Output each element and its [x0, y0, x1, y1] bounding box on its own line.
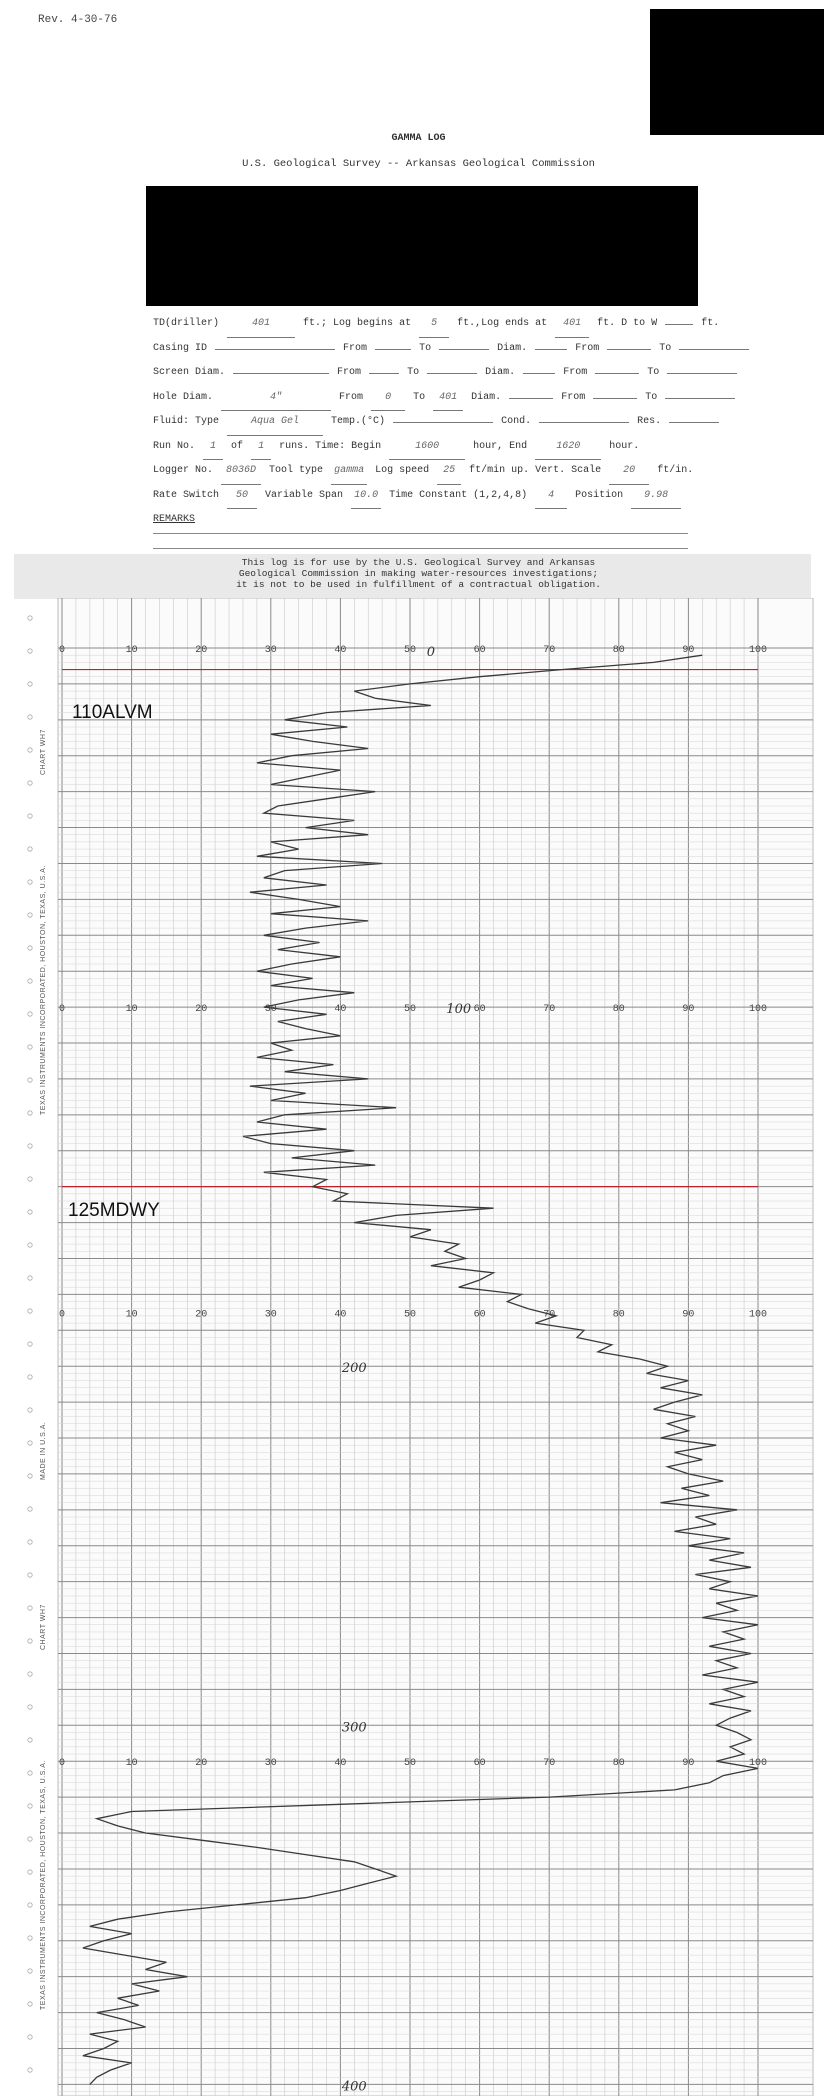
diam-label-2: Diam.: [485, 367, 516, 378]
form-row-remarks: [153, 508, 693, 533]
sprocket-hole: [28, 781, 32, 785]
sprocket-hole: [28, 1408, 32, 1412]
span-label: Variable Span: [265, 489, 344, 501]
sprocket-hole: [28, 2035, 32, 2039]
run-value: 1: [203, 435, 223, 461]
sprocket-hole: [28, 1012, 32, 1016]
cond-label: Cond.: [501, 416, 532, 427]
sprocket-hole: [28, 979, 32, 983]
depth-label: 100: [446, 1002, 472, 1018]
hour-end-label: hour, End: [473, 440, 528, 452]
sprocket-hole: [28, 2068, 32, 2072]
hole-to: 401: [433, 386, 463, 412]
screen-to: [427, 373, 477, 374]
sprocket-hole: [28, 1144, 32, 1148]
margin-made-in-1: MADE IN U.S.A.: [40, 1421, 47, 1480]
x-tick-label: 50: [403, 1758, 417, 1770]
diam-label: Diam.: [497, 342, 528, 354]
screen-diam: [523, 373, 555, 374]
from-label: From: [343, 342, 368, 354]
d-to-w-unit: ft.: [701, 318, 720, 329]
sprocket-hole: [28, 1045, 32, 1049]
page-subtitle: U.S. Geological Survey -- Arkansas Geological Commission: [242, 158, 595, 170]
x-tick-label: 70: [543, 1309, 556, 1321]
to-label-6: To: [645, 391, 658, 403]
disclaimer-line-1: This log is for use by the U.S. Geological Survey and Arkansas: [241, 557, 596, 568]
depth-label: 300: [341, 1720, 367, 1736]
time-begin-value: 1600: [389, 435, 465, 461]
chart-grid: [28, 598, 813, 2096]
to-label-2: To: [659, 342, 672, 354]
vscale-value: 20: [609, 459, 649, 485]
form-row-casing: [153, 337, 693, 362]
logger-value: 8036D: [221, 459, 261, 485]
sprocket-hole: [28, 1804, 32, 1808]
form-row-fluid: [153, 410, 693, 435]
disclaimer-line-2: Geological Commission in making water-resources investigations;: [238, 568, 599, 579]
from-label-2: From: [575, 342, 600, 354]
from-label-5: From: [339, 391, 364, 403]
x-tick-label: 10: [125, 1758, 138, 1770]
casing-value: [215, 349, 335, 350]
casing-diam: [535, 349, 567, 350]
x-tick-label: 70: [543, 645, 556, 656]
to-label: To: [419, 342, 432, 354]
x-tick-label: 40: [334, 1309, 347, 1321]
sprocket-hole: [28, 1507, 32, 1511]
td-unit: ft.; Log begins at: [303, 318, 412, 329]
redacted-block-well-info: [146, 186, 698, 306]
pick-label-125mdwy: 125MDWY: [68, 1200, 160, 1221]
res-label: Res.: [637, 416, 662, 427]
x-tick-label: 100: [748, 645, 768, 656]
x-tick-label: 80: [612, 1004, 625, 1016]
log-ends-value: 401: [555, 312, 589, 338]
tool-value: gamma: [331, 459, 367, 485]
sprocket-hole: [28, 847, 32, 851]
sprocket-hole: [28, 1738, 32, 1742]
position-label: Position: [575, 489, 624, 501]
disclaimer-text: [0, 554, 837, 590]
x-tick-label: 20: [195, 1004, 208, 1016]
sprocket-hole: [28, 1441, 32, 1445]
speed-value: 25: [437, 459, 461, 485]
form-row-screen: [153, 361, 693, 386]
screen-value: [233, 373, 329, 374]
remarks-line-2: [153, 548, 688, 549]
rate-label: Rate Switch: [153, 489, 220, 501]
sprocket-hole: [28, 1210, 32, 1214]
of-label: of: [231, 440, 244, 452]
to-label-4: To: [647, 367, 660, 378]
position-value: 9.98: [631, 484, 681, 510]
x-tick-label: 100: [748, 1758, 768, 1770]
x-tick-label: 60: [473, 1004, 486, 1016]
casing-label: Casing ID: [153, 342, 208, 354]
sprocket-hole: [28, 1705, 32, 1709]
sprocket-hole: [28, 1309, 32, 1313]
sprocket-hole: [28, 715, 32, 719]
sprocket-hole: [28, 1342, 32, 1346]
x-tick-label: 90: [682, 645, 695, 656]
x-tick-label: 10: [125, 1004, 138, 1016]
x-tick-label: 10: [125, 645, 138, 656]
redacted-block-top-right: [650, 9, 824, 135]
x-tick-label: 90: [682, 1004, 695, 1016]
depth-label: 0: [426, 645, 436, 660]
x-tick-label: 100: [748, 1309, 768, 1321]
sprocket-hole: [28, 1837, 32, 1841]
depth-label: 200: [341, 1361, 367, 1377]
screen-from: [369, 373, 399, 374]
revision-label: Rev. 4-30-76: [38, 14, 118, 26]
x-tick-label: 40: [334, 645, 347, 656]
x-tick-label: 40: [334, 1758, 347, 1770]
x-tick-label: 0: [58, 1004, 66, 1016]
tool-label: Tool type: [269, 465, 324, 476]
sprocket-hole: [28, 1540, 32, 1544]
temp-value: [393, 422, 493, 423]
casing-to-2: [679, 349, 749, 350]
margin-chart-code-1: CHART WH7: [40, 729, 47, 775]
d-to-w-label: ft. D to W: [597, 318, 658, 329]
x-tick-label: 100: [748, 1004, 768, 1016]
sprocket-hole: [28, 1903, 32, 1907]
x-tick-label: 60: [473, 1758, 486, 1770]
disclaimer-line-3: it is not to be used in fulfillment of a contractual obligation.: [236, 579, 601, 590]
span-value: 10.0: [351, 484, 381, 510]
chart-paper: [58, 598, 813, 2096]
sprocket-hole: [28, 649, 32, 653]
sprocket-hole: [28, 616, 32, 620]
x-tick-label: 0: [58, 1309, 66, 1321]
casing-from: [375, 349, 411, 350]
screen-from-2: [595, 373, 639, 374]
x-tick-label: 30: [264, 1758, 277, 1770]
sprocket-hole: [28, 1771, 32, 1775]
page-title: GAMMA LOG: [391, 133, 446, 144]
from-label-6: From: [561, 391, 586, 403]
time-constant-label: Time Constant (1,2,4,8): [389, 489, 528, 501]
gamma-log-chart: [0, 598, 837, 2096]
td-label: TD(driller): [153, 318, 220, 329]
x-tick-label: 10: [125, 1309, 138, 1321]
sprocket-hole: [28, 946, 32, 950]
run-label: Run No.: [153, 440, 196, 452]
sprocket-hole: [28, 1111, 32, 1115]
res-value: [669, 422, 719, 423]
hole-label: Hole Diam.: [153, 391, 214, 403]
fluid-label: Fluid: Type: [153, 416, 220, 427]
hour-label: hour.: [609, 440, 640, 452]
x-tick-label: 70: [543, 1758, 556, 1770]
runs-label: runs.: [279, 440, 310, 452]
sprocket-hole: [28, 1936, 32, 1940]
x-tick-label: 20: [195, 1758, 208, 1770]
log-begins-value: 5: [419, 312, 449, 338]
sprocket-hole: [28, 1243, 32, 1247]
to-label-3: To: [407, 367, 420, 378]
casing-to: [439, 349, 489, 350]
hole-to-2: [665, 398, 735, 399]
hole-from-2: [593, 398, 637, 399]
runs-value: 1: [251, 435, 271, 461]
time-label: Time: Begin: [315, 440, 382, 452]
form-row-logger: [153, 459, 693, 484]
sprocket-hole: [28, 1474, 32, 1478]
cond-value: [539, 422, 629, 423]
x-tick-label: 80: [612, 645, 625, 656]
sprocket-hole: [28, 748, 32, 752]
pick-label-110alvm: 110ALVM: [72, 702, 153, 723]
sprocket-hole: [28, 1375, 32, 1379]
from-label-4: From: [563, 367, 588, 378]
sprocket-hole: [28, 880, 32, 884]
sprocket-hole: [28, 913, 32, 917]
form-row-td: [153, 312, 720, 337]
fluid-type-value: Aqua Gel: [227, 410, 323, 436]
diam-label-3: Diam.: [471, 391, 502, 403]
x-tick-label: 50: [403, 1004, 417, 1016]
form-row-hole: [153, 386, 693, 411]
sprocket-hole: [28, 1276, 32, 1280]
x-tick-label: 30: [264, 1004, 277, 1016]
sprocket-hole: [28, 682, 32, 686]
to-label-5: To: [413, 391, 426, 403]
log-header-form: [153, 312, 720, 533]
form-row-rate: [153, 484, 693, 509]
time-end-value: 1620: [535, 435, 601, 461]
screen-label: Screen Diam.: [153, 367, 226, 378]
margin-maker-2: TEXAS INSTRUMENTS INCORPORATED, HOUSTON, TEXAS, U.S.A.: [40, 1760, 47, 2010]
hole-diam-value: 4": [221, 386, 331, 412]
x-tick-label: 30: [264, 1309, 277, 1321]
x-tick-label: 40: [334, 1004, 347, 1016]
from-label-3: From: [337, 367, 362, 378]
d-to-w-value: [665, 324, 693, 325]
sprocket-hole: [28, 1177, 32, 1181]
logger-label: Logger No.: [153, 465, 214, 476]
sprocket-hole: [28, 1639, 32, 1643]
x-tick-label: 20: [195, 1309, 208, 1321]
hole-diam-2: [509, 398, 553, 399]
sprocket-hole: [28, 1870, 32, 1874]
x-tick-label: 0: [58, 645, 66, 656]
x-tick-label: 0: [58, 1758, 66, 1770]
form-row-run: [153, 435, 693, 460]
screen-to-2: [667, 373, 737, 374]
sprocket-hole: [28, 1969, 32, 1973]
x-tick-label: 90: [682, 1309, 695, 1321]
td-value: 401: [227, 312, 295, 338]
margin-maker-1: TEXAS INSTRUMENTS INCORPORATED, HOUSTON, TEXAS, U.S.A.: [40, 865, 47, 1115]
x-tick-label: 70: [543, 1004, 556, 1016]
temp-label: Temp.(°C): [331, 416, 386, 427]
speed-label: Log speed: [375, 465, 430, 476]
sprocket-hole: [28, 1573, 32, 1577]
log-ends-label: ft.,Log ends at: [457, 318, 548, 329]
casing-from-2: [607, 349, 651, 350]
margin-chart-code-2: CHART WH7: [40, 1604, 47, 1650]
speed-unit: ft/min up. Vert. Scale: [469, 465, 602, 476]
remarks-label: REMARKS: [153, 514, 196, 525]
x-tick-label: 60: [473, 1309, 486, 1321]
sprocket-hole: [28, 1606, 32, 1610]
depth-label: 400: [341, 2079, 367, 2095]
time-constant-value: 4: [535, 484, 567, 510]
x-tick-label: 60: [473, 645, 486, 656]
x-tick-label: 80: [612, 1758, 625, 1770]
sprocket-hole: [28, 2002, 32, 2006]
rate-value: 50: [227, 484, 257, 510]
x-tick-label: 20: [195, 645, 208, 656]
sprocket-hole: [28, 1672, 32, 1676]
sprocket-hole: [28, 814, 32, 818]
remarks-line-1: [153, 533, 688, 534]
vscale-unit: ft/in.: [657, 465, 694, 476]
x-tick-label: 80: [612, 1309, 625, 1321]
x-tick-label: 50: [403, 645, 417, 656]
sprocket-hole: [28, 1078, 32, 1082]
x-tick-label: 50: [403, 1309, 417, 1321]
x-tick-label: 30: [264, 645, 277, 656]
x-tick-label: 90: [682, 1758, 695, 1770]
hole-from: 0: [371, 386, 405, 412]
